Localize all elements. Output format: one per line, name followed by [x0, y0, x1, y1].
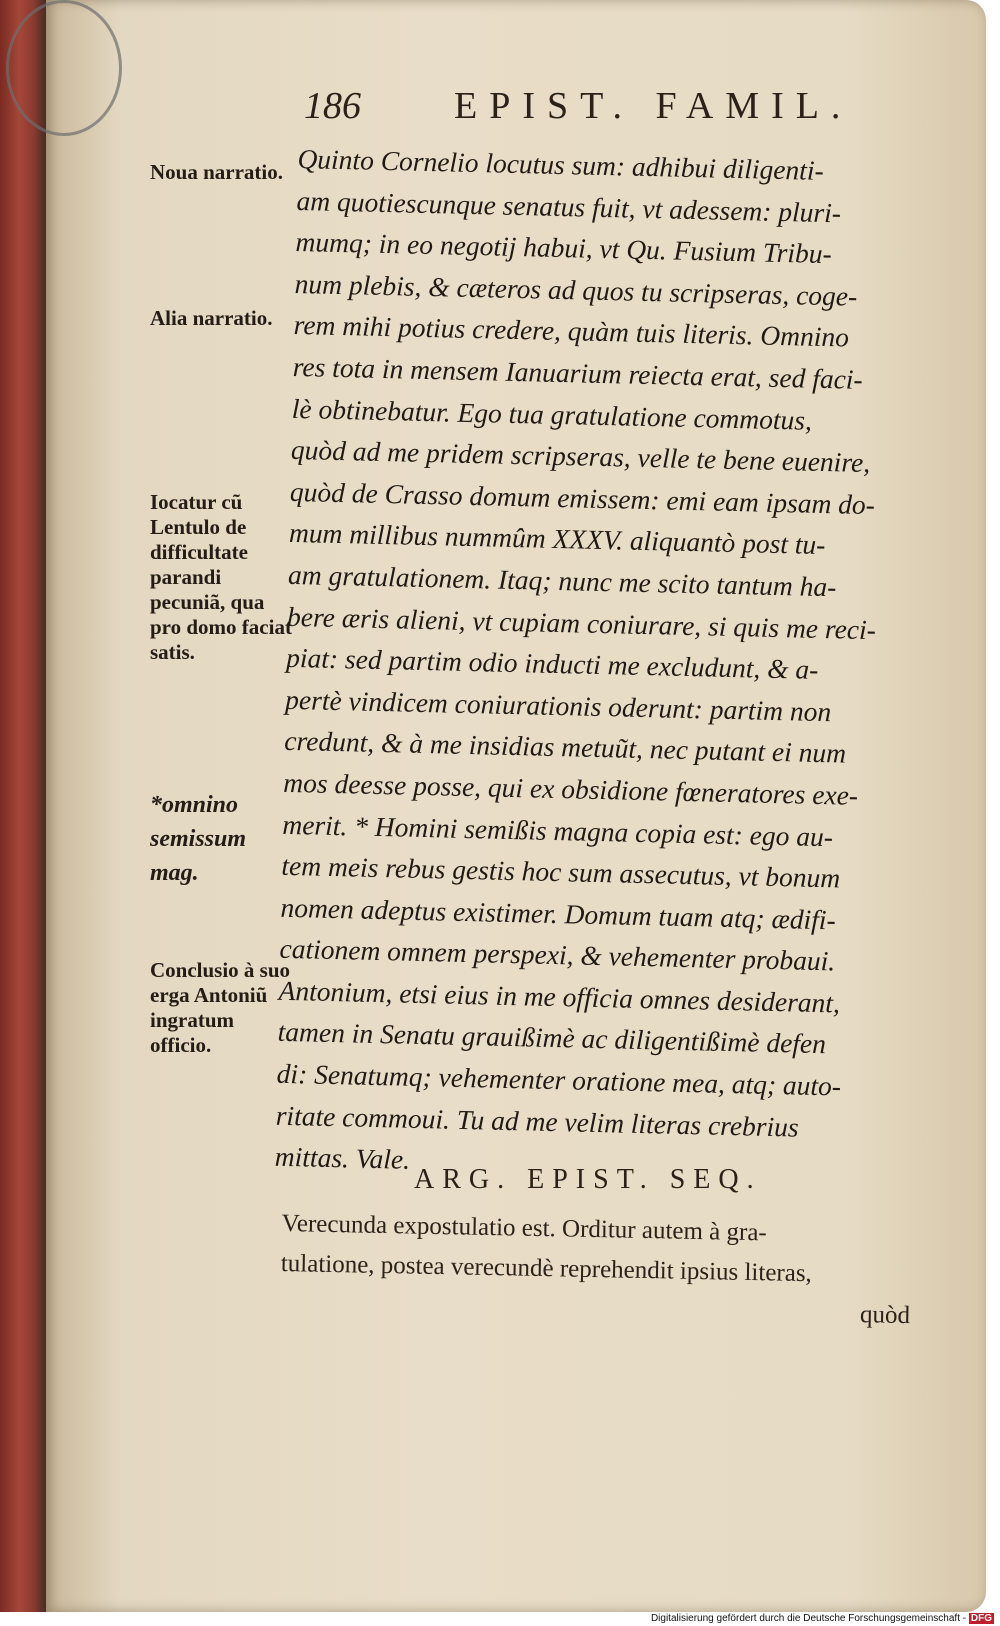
body-line: piat: sed partim odio inducti me excludunt, & a- [285, 641, 819, 686]
body-line: merit. * Homini semißis magna copia est: ego au- [282, 808, 834, 852]
catchword: quòd [859, 1301, 911, 1330]
argument-line: Verecunda expostulatio est. Orditur autem à gra- [281, 1209, 768, 1247]
body-line: am quotiescunque senatus fuit, vt adessem: pluri- [296, 184, 842, 228]
body-line: mumq; in eo negotij habui, vt Qu. Fusium Tribu- [295, 226, 833, 270]
body-line: mos deesse posse, qui ex obsidione fœneratores exe- [283, 766, 859, 811]
body-line: Quinto Cornelio locutus sum: adhibui diligenti- [297, 142, 825, 186]
body-line: quòd de Crasso domum emissem: emi eam ipsam do- [289, 475, 876, 520]
running-title: EPIST. FAMIL. [454, 85, 853, 127]
body-line: res tota in mensem Ianuarium reiecta erat, sed faci- [292, 350, 864, 395]
body-line: tamen in Senatu grauißimè ac diligentißimè defen [277, 1016, 827, 1060]
letter-body [274, 138, 937, 1192]
body-line: am gratulationem. Itaq; nunc me scito tantum ha- [287, 558, 837, 603]
margin-note-conclusio: Conclusio à suo erga Antoniũ ingratum officio. [150, 958, 291, 1057]
page-number: 186 [304, 85, 361, 127]
margin-note-omnino: *omnino semissum mag. [150, 792, 247, 886]
body-line: rem mihi potius credere, quàm tuis literis. Omnino [293, 309, 850, 353]
body-line: Antonium, etsi eius in me officia omnes desiderant, [278, 974, 841, 1019]
body-line: quòd ad me pridem scripseras, velle te bene euenire, [290, 434, 871, 479]
margin-note-iocatur: Iocatur cũ Lentulo de difficultate parandi pecuniã, qua pro domo faciat satis. [150, 490, 292, 664]
margin-note-alia-narratio: Alia narratio. [150, 306, 273, 330]
dfg-logo: DFG [970, 1613, 992, 1624]
scanner-ring-artifact [6, 0, 122, 136]
body-line: cationem omnem perspexi, & vehementer probaui. [279, 933, 836, 977]
body-line: bere æris alieni, vt cupiam coniurare, si quis me reci- [286, 600, 877, 645]
body-line: pertè vindicem coniurationis oderunt: partim non [284, 683, 832, 727]
body-line: lè obtinebatur. Ego tua gratulatione commotus, [291, 392, 813, 436]
body-line: di: Senatumq; vehementer oratione mea, atq; auto- [276, 1057, 842, 1102]
footer-credit: Digitalisierung gefördert durch die Deutsche Forschungsgemeinschaft - [650, 1613, 967, 1624]
book-edge [0, 0, 48, 1626]
argument-heading: ARG. EPIST. SEQ. [414, 1164, 762, 1195]
argument-line: tulatione, postea verecundè reprehendit ipsius literas, [280, 1249, 813, 1288]
running-head [304, 84, 864, 134]
body-line: tem meis rebus gestis hoc sum assecutus, vt bonum [281, 849, 841, 894]
margin-note-noua-narratio: Noua narratio. [150, 160, 283, 184]
argument-text [280, 1204, 942, 1337]
body-line: num plebis, & cæteros ad quos tu scripseras, coge- [294, 267, 858, 312]
footer [0, 1612, 1000, 1626]
body-line: credunt, & à me insidias metuũt, nec putant ei num [283, 725, 847, 769]
body-line: ritate commoui. Tu ad me velim literas crebrius [275, 1099, 800, 1143]
body-line: nomen adeptus existimer. Domum tuam atq; ædifi- [280, 891, 837, 936]
body-line: mittas. Vale. [274, 1140, 411, 1176]
body-line: mum millibus nummûm XXXV. aliquantò post tu- [288, 517, 826, 561]
